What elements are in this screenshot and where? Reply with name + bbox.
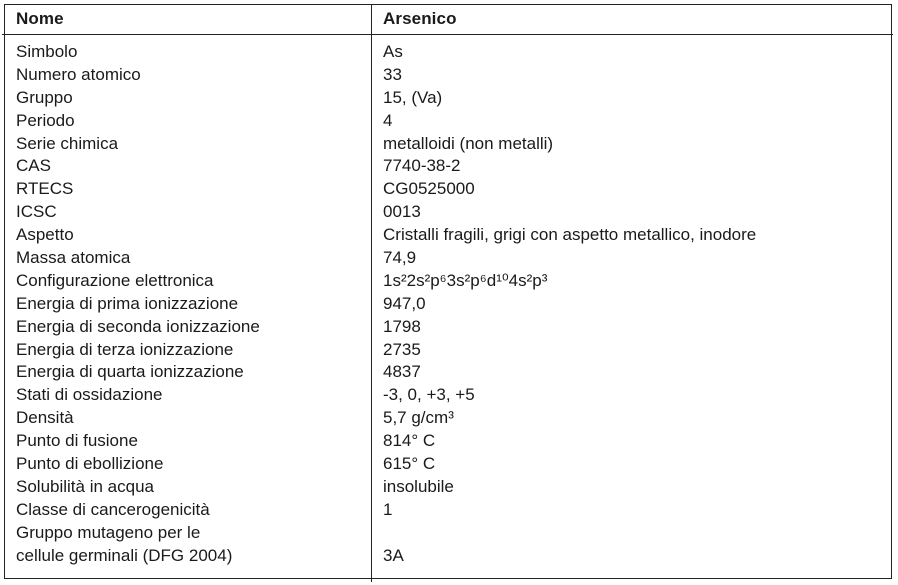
property-value: 5,7 g/cm³ bbox=[383, 408, 454, 428]
table-row bbox=[0, 361, 898, 384]
property-value: 1 bbox=[383, 499, 393, 519]
table-row bbox=[0, 522, 898, 568]
property-value: metalloidi (non metalli) bbox=[383, 133, 554, 153]
property-value: insolubile bbox=[383, 476, 454, 496]
property-value: 0013 bbox=[383, 202, 421, 222]
property-label: Aspetto bbox=[16, 225, 74, 245]
table-header-row bbox=[0, 4, 898, 34]
property-label bbox=[16, 522, 232, 568]
header-value: Arsenico bbox=[383, 9, 457, 28]
table-row bbox=[0, 453, 898, 476]
table-row bbox=[0, 41, 898, 64]
property-label: Energia di prima ionizzazione bbox=[16, 293, 239, 313]
property-value: As bbox=[383, 42, 403, 61]
property-label-line: Gruppo mutageno per le bbox=[16, 522, 201, 542]
header-property: Nome bbox=[16, 9, 64, 28]
table-row bbox=[0, 201, 898, 224]
property-label: Solubilità in acqua bbox=[16, 476, 154, 496]
property-value: 947,0 bbox=[383, 293, 426, 313]
table-row bbox=[0, 224, 898, 247]
table-row bbox=[0, 384, 898, 407]
table-row bbox=[0, 293, 898, 316]
property-label: Energia di quarta ionizzazione bbox=[16, 362, 244, 382]
property-label: Energia di terza ionizzazione bbox=[16, 339, 234, 359]
property-value: 3A bbox=[383, 545, 404, 565]
table-row bbox=[0, 87, 898, 110]
property-label: Numero atomico bbox=[16, 64, 141, 84]
property-value: 4837 bbox=[383, 362, 421, 382]
table-row bbox=[0, 64, 898, 87]
property-value: 2735 bbox=[383, 339, 421, 359]
property-value: CG0525000 bbox=[383, 179, 475, 199]
property-label: Punto di ebollizione bbox=[16, 454, 164, 474]
table-row bbox=[0, 339, 898, 362]
property-label: Stati di ossidazione bbox=[16, 385, 163, 405]
table-row bbox=[0, 270, 898, 293]
property-label: Energia di seconda ionizzazione bbox=[16, 316, 260, 336]
property-value: 4 bbox=[383, 110, 393, 130]
property-value: 74,9 bbox=[383, 248, 417, 268]
property-label: CAS bbox=[16, 156, 51, 176]
table-row bbox=[0, 430, 898, 453]
property-value: 615° C bbox=[383, 454, 436, 474]
property-label: Configurazione elettronica bbox=[16, 270, 214, 290]
table-row bbox=[0, 407, 898, 430]
table-row bbox=[0, 178, 898, 201]
property-label: ICSC bbox=[16, 202, 57, 222]
property-value: Cristalli fragili, grigi con aspetto metallico, inodore bbox=[383, 225, 757, 245]
table-row bbox=[0, 247, 898, 270]
property-label-line: cellule germinali (DFG 2004) bbox=[16, 545, 233, 565]
table-row bbox=[0, 133, 898, 156]
property-label: Serie chimica bbox=[16, 133, 119, 153]
property-label: Punto di fusione bbox=[16, 431, 138, 451]
property-label: Periodo bbox=[16, 110, 75, 130]
table-row bbox=[0, 316, 898, 339]
property-label: Simbolo bbox=[16, 42, 78, 61]
table-row bbox=[0, 155, 898, 178]
property-value: -3, 0, +3, +5 bbox=[383, 385, 475, 405]
header-separator bbox=[2, 34, 893, 35]
property-value: 33 bbox=[383, 64, 402, 84]
table-body bbox=[0, 41, 898, 568]
table-row bbox=[0, 499, 898, 522]
property-value: 7740-38-2 bbox=[383, 156, 461, 176]
property-label: RTECS bbox=[16, 179, 74, 199]
property-label: Classe di cancerogenicità bbox=[16, 499, 210, 519]
property-value: 1s²2s²p⁶3s²p⁶d¹⁰4s²p³ bbox=[383, 270, 548, 290]
property-label: Densità bbox=[16, 408, 74, 428]
property-value: 1798 bbox=[383, 316, 421, 336]
property-label: Massa atomica bbox=[16, 248, 131, 268]
property-value: 814° C bbox=[383, 431, 436, 451]
property-value: 15, (Va) bbox=[383, 87, 443, 107]
property-label: Gruppo bbox=[16, 87, 73, 107]
table-row bbox=[0, 110, 898, 133]
table-row bbox=[0, 476, 898, 499]
